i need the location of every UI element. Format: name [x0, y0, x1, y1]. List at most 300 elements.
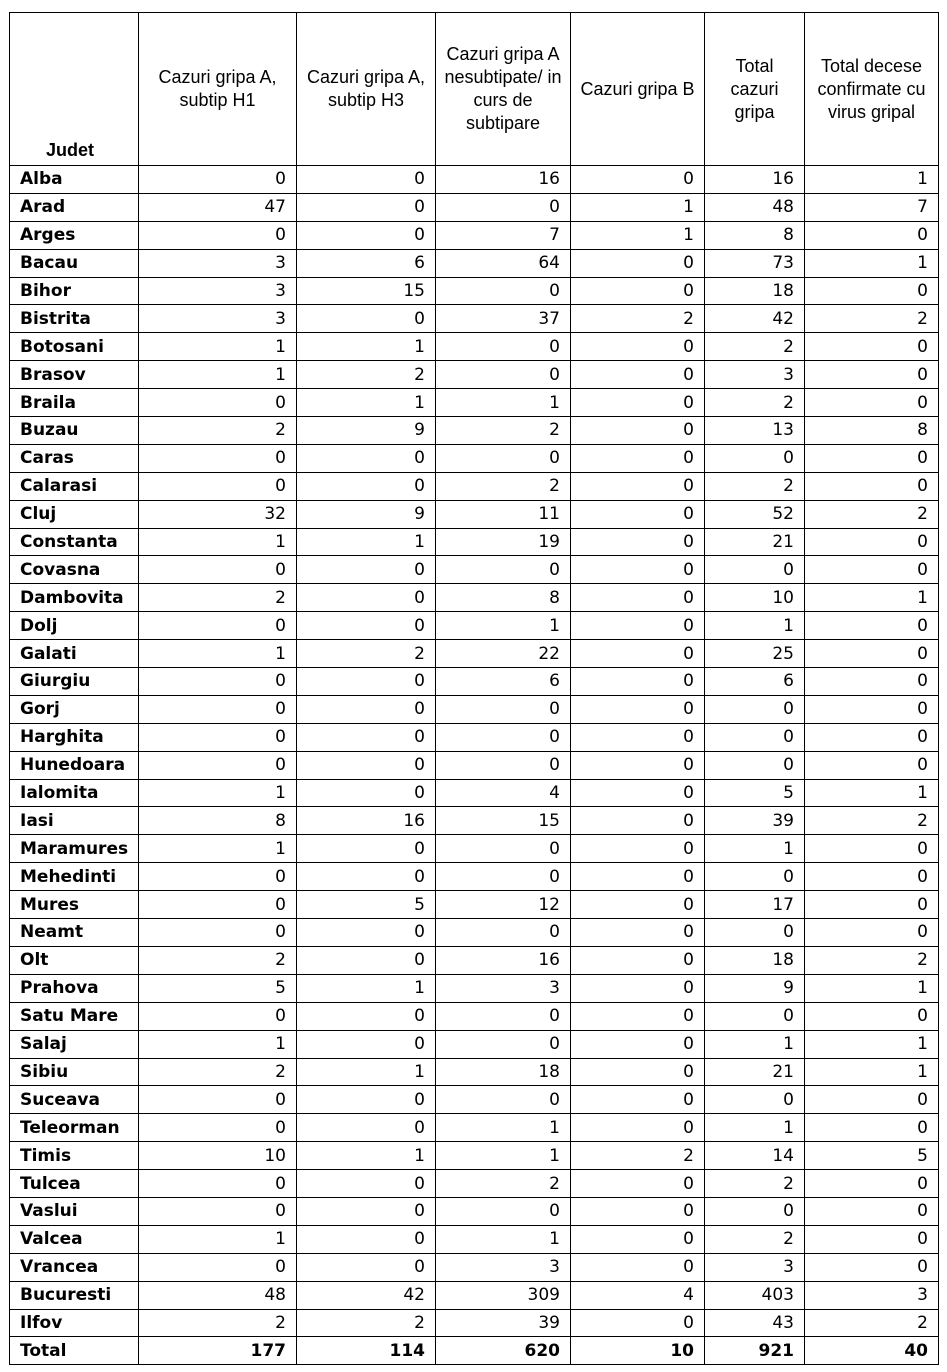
cell-total-decese: 0 [805, 835, 939, 863]
cell-total-cazuri: 18 [705, 277, 805, 305]
cell-h1: 8 [139, 807, 297, 835]
cell-total-cazuri: 18 [705, 946, 805, 974]
cell-b: 0 [571, 1030, 705, 1058]
cell-nesubtipate: 8 [436, 584, 571, 612]
table-row [10, 1142, 939, 1170]
cell-total-decese: 1 [805, 584, 939, 612]
cell-nesubtipate: 620 [436, 1337, 571, 1365]
county-name: Giurgiu [10, 668, 139, 696]
cell-h1: 0 [139, 1170, 297, 1198]
cell-total-cazuri: 9 [705, 974, 805, 1002]
table-row [10, 444, 939, 472]
cell-total-decese: 3 [805, 1281, 939, 1309]
cell-total-cazuri: 21 [705, 528, 805, 556]
table-row [10, 193, 939, 221]
table-row [10, 417, 939, 445]
cell-total-cazuri: 3 [705, 1253, 805, 1281]
cell-b: 0 [571, 1058, 705, 1086]
flu-cases-table [9, 12, 939, 1365]
cell-total-cazuri: 8 [705, 221, 805, 249]
cell-total-cazuri: 0 [705, 723, 805, 751]
cell-total-decese: 1 [805, 249, 939, 277]
cell-nesubtipate: 0 [436, 751, 571, 779]
total-label: Total [10, 1337, 139, 1365]
county-name: Ialomita [10, 779, 139, 807]
cell-h3: 9 [297, 417, 436, 445]
cell-h3: 0 [297, 556, 436, 584]
cell-total-decese: 0 [805, 1086, 939, 1114]
cell-h3: 2 [297, 361, 436, 389]
cell-h1: 32 [139, 500, 297, 528]
cell-h1: 3 [139, 277, 297, 305]
cell-b: 0 [571, 1309, 705, 1337]
cell-h3: 16 [297, 807, 436, 835]
cell-b: 0 [571, 919, 705, 947]
county-name: Olt [10, 946, 139, 974]
county-name: Botosani [10, 333, 139, 361]
col-header-h1: Cazuri gripa A, subtip H1 [139, 13, 297, 166]
cell-b: 0 [571, 528, 705, 556]
cell-total-decese: 1 [805, 779, 939, 807]
cell-total-cazuri: 0 [705, 556, 805, 584]
cell-total-cazuri: 25 [705, 640, 805, 668]
cell-h1: 0 [139, 668, 297, 696]
table-row [10, 1030, 939, 1058]
table-row [10, 305, 939, 333]
cell-b: 0 [571, 333, 705, 361]
cell-h1: 3 [139, 249, 297, 277]
cell-total-decese: 40 [805, 1337, 939, 1365]
table-row [10, 919, 939, 947]
cell-h3: 0 [297, 1197, 436, 1225]
county-name: Bacau [10, 249, 139, 277]
table-row [10, 277, 939, 305]
cell-h3: 0 [297, 584, 436, 612]
total-row [10, 1337, 939, 1365]
cell-total-cazuri: 52 [705, 500, 805, 528]
cell-h3: 0 [297, 305, 436, 333]
county-name: Vrancea [10, 1253, 139, 1281]
county-name: Buzau [10, 417, 139, 445]
cell-nesubtipate: 0 [436, 444, 571, 472]
table-row [10, 1086, 939, 1114]
county-name: Neamt [10, 919, 139, 947]
table-row [10, 891, 939, 919]
cell-h3: 15 [297, 277, 436, 305]
county-name: Harghita [10, 723, 139, 751]
county-name: Tulcea [10, 1170, 139, 1198]
cell-nesubtipate: 0 [436, 1030, 571, 1058]
cell-total-decese: 0 [805, 277, 939, 305]
cell-nesubtipate: 0 [436, 556, 571, 584]
cell-nesubtipate: 37 [436, 305, 571, 333]
county-name: Bihor [10, 277, 139, 305]
cell-total-decese: 2 [805, 946, 939, 974]
cell-total-cazuri: 6 [705, 668, 805, 696]
cell-total-decese: 0 [805, 556, 939, 584]
cell-h1: 0 [139, 695, 297, 723]
county-name: Iasi [10, 807, 139, 835]
cell-h3: 0 [297, 723, 436, 751]
cell-total-cazuri: 0 [705, 695, 805, 723]
cell-b: 0 [571, 1170, 705, 1198]
county-name: Prahova [10, 974, 139, 1002]
cell-h3: 0 [297, 946, 436, 974]
cell-b: 0 [571, 417, 705, 445]
cell-total-cazuri: 16 [705, 166, 805, 194]
cell-total-decese: 5 [805, 1142, 939, 1170]
cell-h1: 0 [139, 444, 297, 472]
cell-nesubtipate: 2 [436, 417, 571, 445]
cell-b: 0 [571, 1253, 705, 1281]
cell-b: 1 [571, 221, 705, 249]
table-row [10, 472, 939, 500]
cell-b: 0 [571, 361, 705, 389]
col-header-total-decese: Total decese confirmate cu virus gripal [805, 13, 939, 166]
cell-total-decese: 0 [805, 1170, 939, 1198]
cell-h1: 0 [139, 612, 297, 640]
col-header-judet: Judet [10, 13, 139, 166]
cell-total-cazuri: 43 [705, 1309, 805, 1337]
county-name: Teleorman [10, 1114, 139, 1142]
cell-h3: 0 [297, 444, 436, 472]
cell-nesubtipate: 6 [436, 668, 571, 696]
cell-h3: 1 [297, 389, 436, 417]
cell-h1: 1 [139, 528, 297, 556]
cell-h1: 3 [139, 305, 297, 333]
cell-h3: 0 [297, 668, 436, 696]
table-row [10, 612, 939, 640]
cell-h1: 2 [139, 946, 297, 974]
cell-h1: 1 [139, 640, 297, 668]
cell-nesubtipate: 0 [436, 723, 571, 751]
cell-total-cazuri: 2 [705, 472, 805, 500]
cell-total-cazuri: 2 [705, 1170, 805, 1198]
cell-nesubtipate: 0 [436, 1197, 571, 1225]
cell-h1: 0 [139, 1002, 297, 1030]
table-row [10, 863, 939, 891]
cell-nesubtipate: 2 [436, 472, 571, 500]
table-row [10, 835, 939, 863]
cell-h1: 1 [139, 835, 297, 863]
cell-nesubtipate: 0 [436, 277, 571, 305]
cell-nesubtipate: 16 [436, 946, 571, 974]
cell-nesubtipate: 0 [436, 333, 571, 361]
cell-total-decese: 0 [805, 1114, 939, 1142]
cell-b: 0 [571, 695, 705, 723]
cell-total-cazuri: 39 [705, 807, 805, 835]
cell-total-cazuri: 921 [705, 1337, 805, 1365]
cell-b: 2 [571, 305, 705, 333]
cell-total-decese: 0 [805, 723, 939, 751]
cell-total-cazuri: 17 [705, 891, 805, 919]
cell-h1: 2 [139, 1058, 297, 1086]
cell-b: 0 [571, 500, 705, 528]
cell-h3: 5 [297, 891, 436, 919]
cell-h3: 0 [297, 193, 436, 221]
cell-nesubtipate: 64 [436, 249, 571, 277]
cell-nesubtipate: 3 [436, 974, 571, 1002]
cell-b: 0 [571, 249, 705, 277]
county-name: Cluj [10, 500, 139, 528]
cell-nesubtipate: 1 [436, 1114, 571, 1142]
cell-b: 0 [571, 277, 705, 305]
table-header [10, 13, 939, 166]
cell-b: 0 [571, 166, 705, 194]
cell-h1: 0 [139, 723, 297, 751]
cell-h3: 2 [297, 1309, 436, 1337]
cell-nesubtipate: 0 [436, 193, 571, 221]
cell-nesubtipate: 4 [436, 779, 571, 807]
cell-b: 0 [571, 389, 705, 417]
cell-b: 0 [571, 946, 705, 974]
cell-total-decese: 0 [805, 389, 939, 417]
county-name: Dambovita [10, 584, 139, 612]
cell-total-decese: 0 [805, 612, 939, 640]
cell-b: 0 [571, 668, 705, 696]
cell-h1: 1 [139, 361, 297, 389]
cell-nesubtipate: 0 [436, 863, 571, 891]
cell-h1: 10 [139, 1142, 297, 1170]
cell-nesubtipate: 22 [436, 640, 571, 668]
table-row [10, 1225, 939, 1253]
cell-h3: 0 [297, 1170, 436, 1198]
cell-nesubtipate: 1 [436, 612, 571, 640]
table-row [10, 1281, 939, 1309]
cell-total-cazuri: 2 [705, 1225, 805, 1253]
table-row [10, 640, 939, 668]
cell-h1: 2 [139, 584, 297, 612]
cell-total-decese: 0 [805, 361, 939, 389]
county-name: Galati [10, 640, 139, 668]
cell-h3: 1 [297, 1058, 436, 1086]
cell-h1: 1 [139, 779, 297, 807]
table-row [10, 751, 939, 779]
cell-total-cazuri: 403 [705, 1281, 805, 1309]
col-header-b: Cazuri gripa B [571, 13, 705, 166]
cell-total-cazuri: 0 [705, 444, 805, 472]
cell-nesubtipate: 0 [436, 835, 571, 863]
header-row [10, 13, 939, 166]
cell-b: 0 [571, 891, 705, 919]
table-row [10, 556, 939, 584]
table-row [10, 333, 939, 361]
table-row [10, 584, 939, 612]
cell-h1: 0 [139, 1086, 297, 1114]
cell-h3: 0 [297, 835, 436, 863]
cell-nesubtipate: 12 [436, 891, 571, 919]
cell-h3: 0 [297, 472, 436, 500]
cell-total-decese: 7 [805, 193, 939, 221]
cell-nesubtipate: 19 [436, 528, 571, 556]
cell-nesubtipate: 0 [436, 1002, 571, 1030]
table-row [10, 668, 939, 696]
cell-total-cazuri: 0 [705, 919, 805, 947]
cell-h3: 1 [297, 333, 436, 361]
county-name: Gorj [10, 695, 139, 723]
table-row [10, 1253, 939, 1281]
table-row [10, 723, 939, 751]
cell-nesubtipate: 39 [436, 1309, 571, 1337]
table-row [10, 1114, 939, 1142]
cell-total-decese: 1 [805, 1058, 939, 1086]
cell-total-cazuri: 2 [705, 333, 805, 361]
table-row [10, 1309, 939, 1337]
cell-h3: 0 [297, 612, 436, 640]
table-row [10, 1170, 939, 1198]
cell-h1: 0 [139, 891, 297, 919]
cell-h1: 2 [139, 417, 297, 445]
cell-h3: 42 [297, 1281, 436, 1309]
cell-b: 2 [571, 1142, 705, 1170]
table-body [10, 166, 939, 1365]
col-header-total-cazuri: Total cazuri gripa [705, 13, 805, 166]
cell-h3: 0 [297, 1030, 436, 1058]
cell-total-decese: 0 [805, 695, 939, 723]
cell-total-cazuri: 48 [705, 193, 805, 221]
county-name: Ilfov [10, 1309, 139, 1337]
cell-total-decese: 0 [805, 333, 939, 361]
cell-total-decese: 0 [805, 919, 939, 947]
county-name: Bistrita [10, 305, 139, 333]
cell-h1: 1 [139, 1030, 297, 1058]
cell-total-decese: 0 [805, 891, 939, 919]
cell-b: 0 [571, 444, 705, 472]
cell-b: 0 [571, 1086, 705, 1114]
cell-h3: 0 [297, 919, 436, 947]
cell-h3: 0 [297, 695, 436, 723]
cell-h3: 0 [297, 166, 436, 194]
cell-total-decese: 8 [805, 417, 939, 445]
cell-h3: 1 [297, 1142, 436, 1170]
cell-nesubtipate: 0 [436, 695, 571, 723]
cell-h3: 0 [297, 221, 436, 249]
county-name: Calarasi [10, 472, 139, 500]
cell-total-decese: 1 [805, 974, 939, 1002]
cell-b: 0 [571, 723, 705, 751]
cell-b: 0 [571, 1114, 705, 1142]
cell-nesubtipate: 0 [436, 919, 571, 947]
county-name: Covasna [10, 556, 139, 584]
cell-total-cazuri: 13 [705, 417, 805, 445]
table-row [10, 249, 939, 277]
cell-nesubtipate: 1 [436, 389, 571, 417]
table-row [10, 807, 939, 835]
cell-total-cazuri: 1 [705, 1114, 805, 1142]
cell-b: 0 [571, 1225, 705, 1253]
cell-total-cazuri: 2 [705, 389, 805, 417]
cell-b: 0 [571, 807, 705, 835]
cell-b: 0 [571, 472, 705, 500]
cell-h3: 6 [297, 249, 436, 277]
table-row [10, 221, 939, 249]
cell-h1: 0 [139, 221, 297, 249]
cell-h3: 1 [297, 974, 436, 1002]
cell-total-decese: 2 [805, 1309, 939, 1337]
county-name: Sibiu [10, 1058, 139, 1086]
cell-total-decese: 0 [805, 640, 939, 668]
cell-total-decese: 0 [805, 863, 939, 891]
cell-b: 1 [571, 193, 705, 221]
cell-b: 0 [571, 1197, 705, 1225]
cell-h3: 1 [297, 528, 436, 556]
table-row [10, 695, 939, 723]
cell-total-decese: 0 [805, 1253, 939, 1281]
cell-total-decese: 2 [805, 500, 939, 528]
table-row [10, 500, 939, 528]
cell-h1: 5 [139, 974, 297, 1002]
cell-total-cazuri: 1 [705, 612, 805, 640]
cell-h1: 0 [139, 1197, 297, 1225]
cell-nesubtipate: 7 [436, 221, 571, 249]
cell-h3: 2 [297, 640, 436, 668]
cell-h3: 0 [297, 863, 436, 891]
cell-h1: 2 [139, 1309, 297, 1337]
cell-h1: 177 [139, 1337, 297, 1365]
col-header-nesubtipate: Cazuri gripa A nesubtipate/ in curs de subtipare [436, 13, 571, 166]
county-name: Valcea [10, 1225, 139, 1253]
cell-total-cazuri: 0 [705, 751, 805, 779]
cell-h1: 47 [139, 193, 297, 221]
cell-total-decese: 0 [805, 472, 939, 500]
cell-total-decese: 2 [805, 305, 939, 333]
cell-total-decese: 0 [805, 528, 939, 556]
cell-total-cazuri: 3 [705, 361, 805, 389]
cell-total-decese: 0 [805, 1225, 939, 1253]
county-name: Caras [10, 444, 139, 472]
county-name: Maramures [10, 835, 139, 863]
county-name: Salaj [10, 1030, 139, 1058]
county-name: Suceava [10, 1086, 139, 1114]
cell-total-cazuri: 0 [705, 863, 805, 891]
cell-total-decese: 0 [805, 668, 939, 696]
county-name: Arad [10, 193, 139, 221]
cell-h3: 0 [297, 779, 436, 807]
cell-nesubtipate: 1 [436, 1225, 571, 1253]
cell-h1: 0 [139, 472, 297, 500]
cell-b: 0 [571, 556, 705, 584]
county-name: Mures [10, 891, 139, 919]
cell-total-decese: 0 [805, 221, 939, 249]
cell-total-cazuri: 73 [705, 249, 805, 277]
cell-nesubtipate: 1 [436, 1142, 571, 1170]
county-name: Mehedinti [10, 863, 139, 891]
cell-h3: 9 [297, 500, 436, 528]
table-row [10, 1002, 939, 1030]
table-row [10, 946, 939, 974]
county-name: Alba [10, 166, 139, 194]
cell-b: 0 [571, 863, 705, 891]
cell-h1: 0 [139, 863, 297, 891]
cell-h3: 0 [297, 751, 436, 779]
county-name: Vaslui [10, 1197, 139, 1225]
col-header-h3: Cazuri gripa A, subtip H3 [297, 13, 436, 166]
cell-b: 4 [571, 1281, 705, 1309]
cell-h1: 1 [139, 1225, 297, 1253]
cell-h1: 0 [139, 919, 297, 947]
cell-nesubtipate: 18 [436, 1058, 571, 1086]
cell-b: 0 [571, 751, 705, 779]
cell-total-decese: 0 [805, 1002, 939, 1030]
cell-total-cazuri: 0 [705, 1086, 805, 1114]
cell-b: 0 [571, 1002, 705, 1030]
cell-h3: 0 [297, 1002, 436, 1030]
county-name: Timis [10, 1142, 139, 1170]
cell-total-cazuri: 0 [705, 1002, 805, 1030]
cell-total-decese: 0 [805, 444, 939, 472]
cell-nesubtipate: 15 [436, 807, 571, 835]
cell-b: 0 [571, 640, 705, 668]
